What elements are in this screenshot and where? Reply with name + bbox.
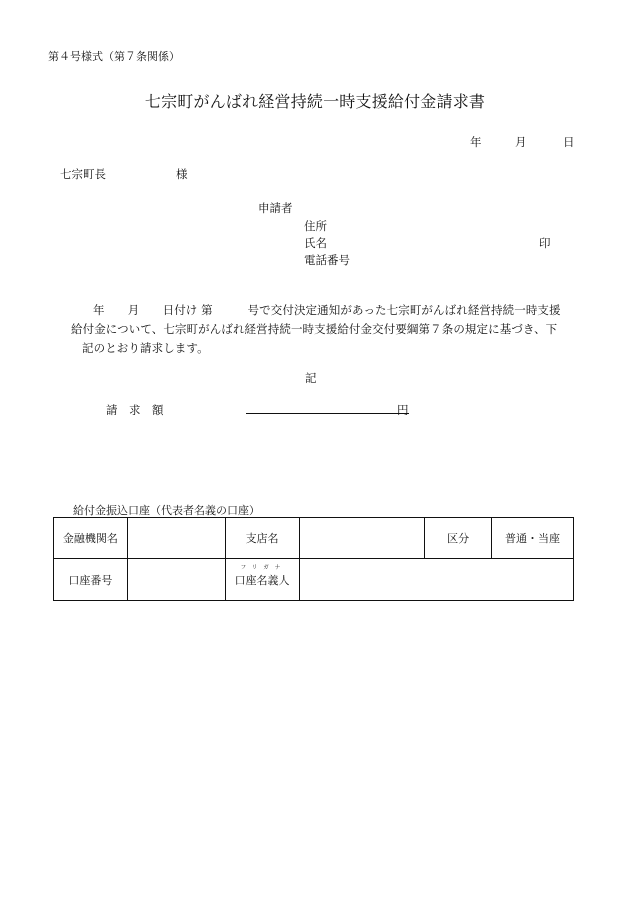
account-type-label: 区分 [425,518,492,559]
seal-mark: 印 [539,236,551,250]
body-line-3: 記のとおり請求します。 [82,341,209,355]
addressee-honorific: 様 [176,167,188,181]
applicant-name-label: 氏名 [304,236,327,250]
applicant-address-label: 住所 [304,219,327,233]
amount-label: 請 求 額 [106,403,164,417]
account-row-2 [54,559,574,601]
account-holder-field[interactable] [299,559,574,601]
document-title: 七宗町がんばれ経営持続一時支援給付金請求書 [144,92,486,111]
form-number: 第４号様式（第７条関係） [48,50,180,63]
date-day-label: 日 [563,135,575,149]
request-body [71,301,574,358]
account-holder-label-cell [225,559,299,601]
date-year-label: 年 [470,135,482,149]
bank-name-field[interactable] [127,518,225,559]
branch-name-field[interactable] [299,518,425,559]
bank-name-label: 金融機関名 [54,518,128,559]
account-number-label: 口座番号 [54,559,128,601]
addressee-name: 七宗町長 [60,167,106,181]
branch-name-label: 支店名 [225,518,299,559]
account-holder-label-wrap [234,564,290,588]
body-line-2: 給付金について、七宗町がんばれ経営持続一時支援給付金交付要綱第７条の規定に基づき、下 [71,322,558,336]
account-type-options[interactable]: 普通・当座 [492,518,574,559]
account-row-1 [54,518,574,559]
applicant-label: 申請者 [258,201,293,215]
account-holder-label: 口座名義人 [234,573,290,587]
body-line-1: 年 月 日付け 第 号で交付決定通知があった七宗町がんばれ経営持続一時支援 [93,303,561,317]
ki-heading: 記 [305,371,317,385]
applicant-phone-label: 電話番号 [304,253,350,267]
date-month-label: 月 [515,135,527,149]
account-holder-furigana: フリガナ [240,564,287,571]
account-heading: 給付金振込口座（代表者名義の口座） [73,504,260,517]
amount-unit: 円 [397,403,409,417]
account-number-field[interactable] [127,559,225,601]
account-table [53,517,574,601]
amount-underline [246,413,409,414]
